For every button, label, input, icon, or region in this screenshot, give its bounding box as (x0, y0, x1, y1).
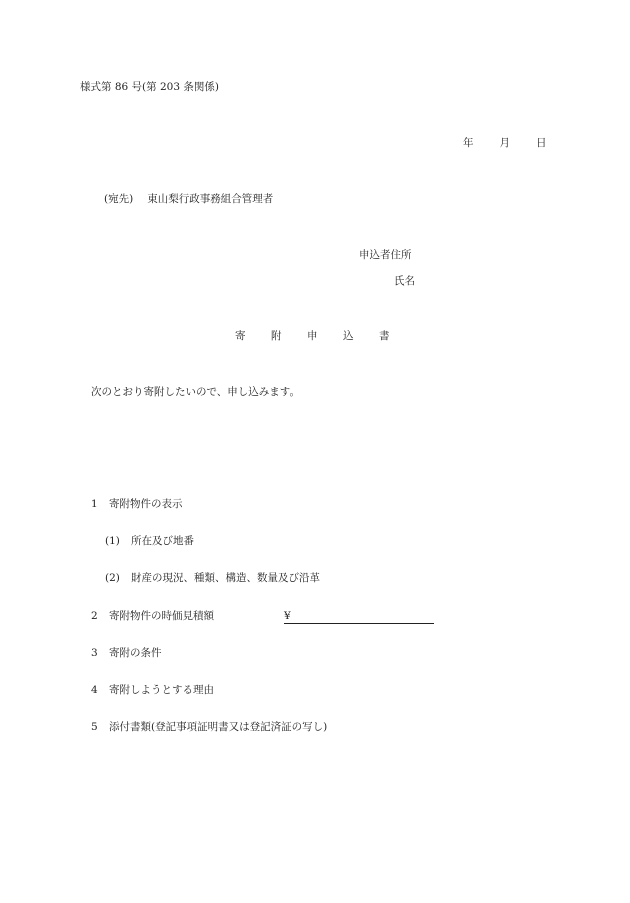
sub-item-label: 財産の現況、種類、構造、数量及び沿革 (131, 572, 320, 584)
item-label: 寄附物件の表示 (109, 498, 183, 510)
applicant-name-label: 氏名 (394, 275, 415, 287)
addressee (104, 194, 273, 205)
sub-item-label: 所在及び地番 (131, 535, 194, 547)
item-5 (91, 722, 327, 733)
item-label: 寄附の条件 (109, 647, 162, 659)
item-1 (91, 499, 183, 510)
amount-field[interactable] (284, 609, 434, 624)
title-char: 附 (271, 330, 282, 342)
document-title (235, 331, 415, 342)
sub-item-number: (2) (105, 572, 120, 584)
form-number: 様式第 86 号(第 203 条関係) (80, 81, 219, 93)
item-label: 寄附しようとする理由 (109, 684, 214, 696)
title-char: 書 (379, 330, 390, 342)
item-number: 1 (91, 498, 98, 510)
addressee-label: (宛先) (104, 193, 134, 205)
sub-item-1 (105, 536, 194, 547)
item-number: 2 (91, 610, 98, 622)
title-char: 寄 (235, 330, 246, 342)
title-char: 込 (343, 330, 354, 342)
item-number: 5 (91, 721, 98, 733)
item-number: 4 (91, 684, 98, 696)
item-label: 寄附物件の時価見積額 (109, 610, 214, 622)
item-2 (91, 611, 214, 622)
date-year: 年 (463, 137, 474, 149)
title-char: 申 (307, 330, 318, 342)
date-day: 日 (536, 137, 547, 149)
addressee-organization: 東山梨行政事務組合管理者 (147, 193, 274, 205)
sub-item-2 (105, 573, 320, 584)
item-number: 3 (91, 647, 98, 659)
sub-item-number: (1) (105, 535, 120, 547)
intro-text: 次のとおり寄附したいので、申し込みます。 (91, 386, 300, 398)
applicant-address-label: 申込者住所 (359, 249, 412, 261)
date-month: 月 (499, 137, 510, 149)
yen-symbol: ¥ (284, 610, 291, 622)
item-4 (91, 685, 214, 696)
item-label: 添付書類(登記事項証明書又は登記済証の写し) (109, 721, 328, 733)
item-3 (91, 648, 162, 659)
date-line (463, 138, 547, 149)
